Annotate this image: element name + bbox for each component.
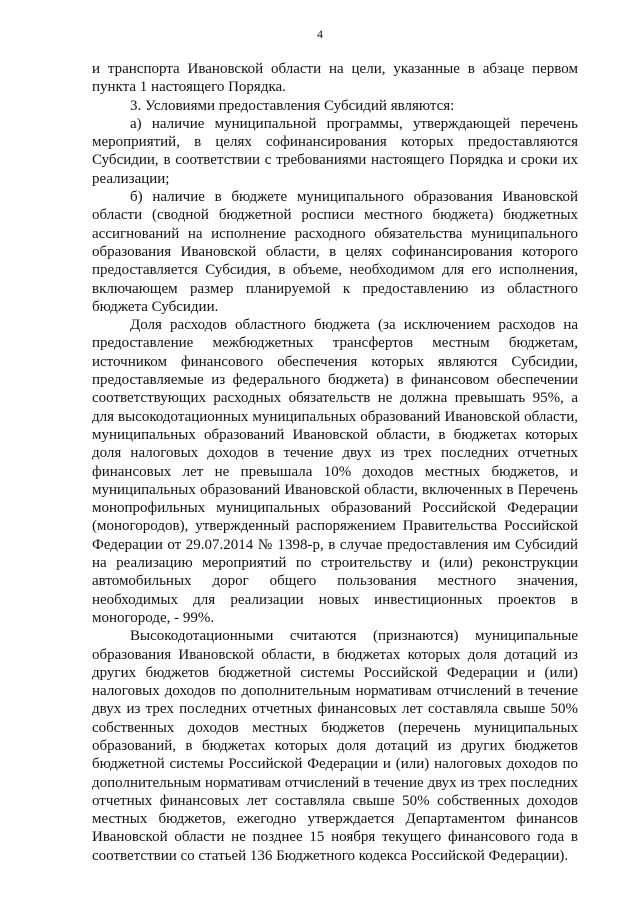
paragraph-budget-share: Доля расходов областного бюджета (за исключением расходов на предоставление межбюджетных трансфертов местным бюджетам, источником финансового обеспечения которых являются Субсидии, предоставляемые из федерального бюджета) в финансовом обеспечении соответствующих расходных обязательств не должна превышать 95%, а для высокодотационных муниципальных образований Ивановской области, муниципальных образований Ивановской области, в бюджетах которых доля налоговых доходов в течение двух из трех последних отчетных финансовых лет не превышала 10% доходов местных бюджетов, и муниципальных образований Ивановской области, включенных в Перечень монопрофильных муниципальных образований Российской Федерации (моногородов), утвержденный распоряжением Правительства Российской Федерации от 29.07.2014 № 1398-р, в случае предоставления им Субсидий на реализацию мероприятий по строительству и (или) реконструкции автомобильных дорог общего пользования местного значения, необходимых для реализации новых инвестиционных проектов в моногороде, - 99%. — [92, 317, 578, 626]
paragraph-high-subsidy-definition: Высокодотационными считаются (признаются) муниципальные образования Ивановской области, в бюджетах которых доля дотаций из других бюджетов бюджетной системы Российской Федерации и (или) налоговых доходов по дополнительным нормативам отчислений в течение двух из трех последних отчетных финансовых лет составляла свыше 50% собственных доходов местных бюджетов (перечень муниципальных образований, в бюджетах которых доля дотаций из других бюджетов бюджетной системы Российской Федерации и (или) налоговых доходов по дополнительным нормативам отчислений в течение двух из трех последних отчетных финансовых лет составляла свыше 50% собственных доходов местных бюджетов, ежегодно утверждается Департаментом финансов Ивановской области не позднее 15 ноября текущего финансового года в соответствии со статьей 136 Бюджетного кодекса Российской Федерации). — [92, 628, 578, 864]
paragraph-intro-continuation: и транспорта Ивановской области на цели, указанные в абзаце первом пункта 1 настоящего Порядка. — [92, 61, 578, 96]
paragraph-condition-a: а) наличие муниципальной программы, утверждающей перечень мероприятий, в целях софинансирования которых предоставляются Субсидии, в соответствии с требованиями настоящего Порядка и сроки их реализации; — [92, 115, 578, 187]
paragraph-conditions-heading: 3. Условиями предоставления Субсидий являются: — [130, 97, 455, 114]
page-number: 4 — [317, 27, 323, 41]
document-body — [92, 60, 578, 865]
paragraph-condition-b: б) наличие в бюджете муниципального образования Ивановской области (сводной бюджетной росписи местного бюджета) бюджетных ассигнований на исполнение расходного обязательства муниципального образования Ивановской области, в целях софинансирования которого предоставляется Субсидия, в объеме, необходимом для его исполнения, включающем размер планируемой к предоставлению из областного бюджета Субсидии. — [92, 189, 578, 315]
